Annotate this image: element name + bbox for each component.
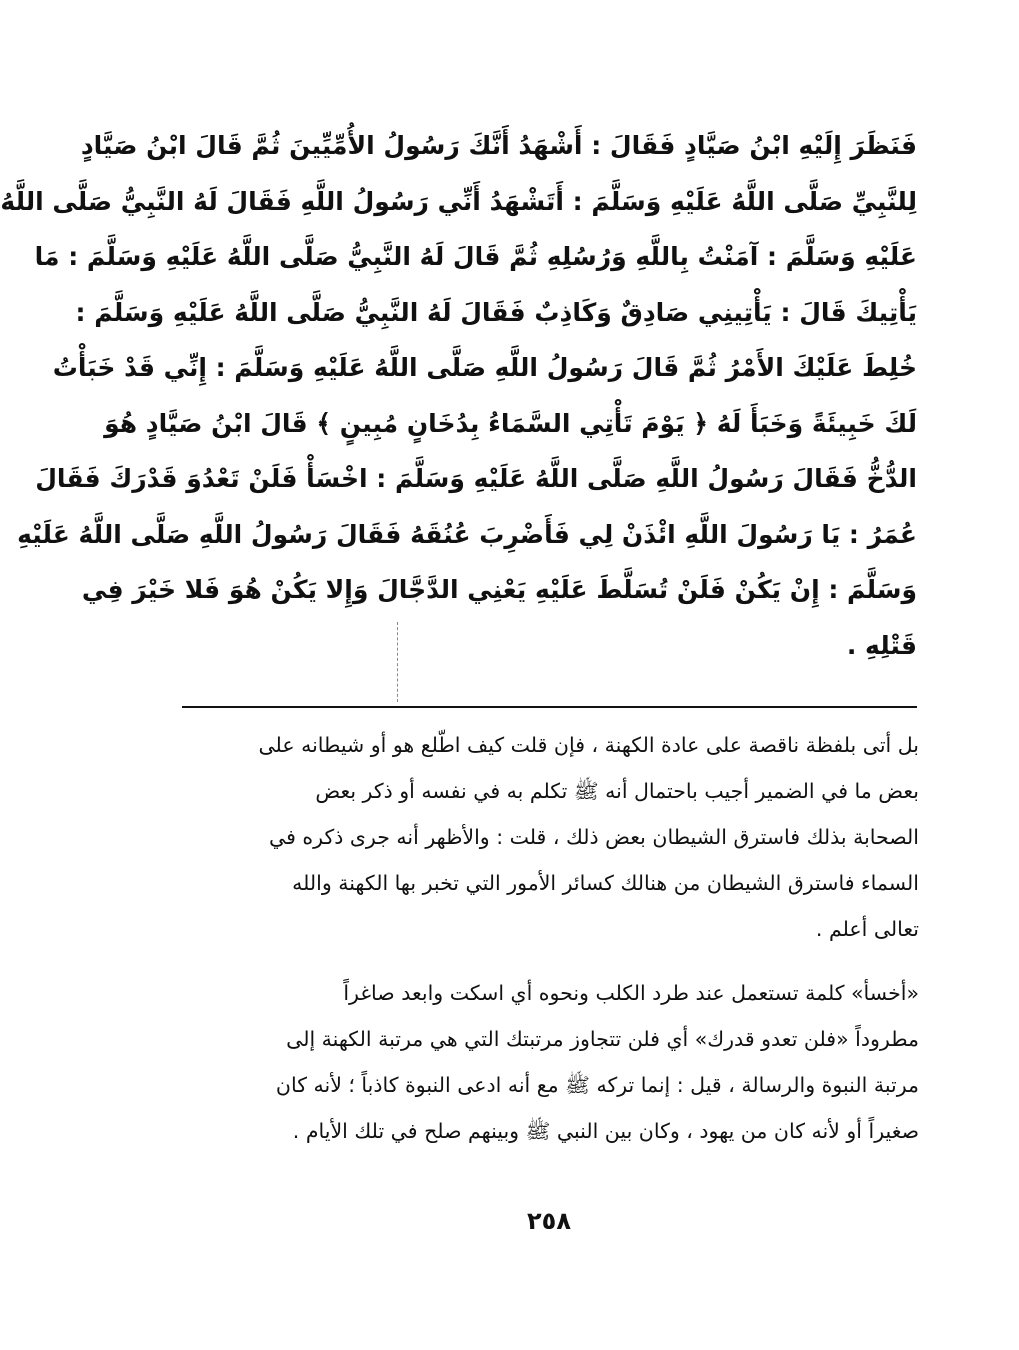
hadith-line: عُمَرُ : يَا رَسُولَ اللَّهِ ائْذَنْ لِي فَأَضْرِبَ عُنُقَهُ فَقَالَ رَسُولُ اللَّهِ صَلَّى اللَّهُ عَلَيْهِ [17, 519, 917, 549]
footnote-paragraph [179, 722, 919, 952]
footnote-line: مطروداً «فلن تعدو قدرك» أي فلن تتجاوز مرتبتك التي هي مرتبة الكهنة إلى [286, 1027, 919, 1051]
commentary-footnote [179, 722, 919, 1154]
hadith-line: لَكَ خَبِيئَةً وَخَبَأَ لَهُ ﴿ يَوْمَ تَأْتِي السَّمَاءُ بِدُخَانٍ مُبِينٍ ﴾ قَالَ ابْنُ صَيَّادٍ هُوَ [104, 408, 917, 438]
footnote-line: مرتبة النبوة والرسالة ، قيل : إنما تركه ﷺ مع أنه ادعى النبوة كاذباً ؛ لأنه كان [275, 1073, 919, 1097]
footnote-line: تعالى أعلم . [815, 917, 919, 941]
footnote-divider [182, 706, 917, 708]
footnote-line: السماء فاسترق الشيطان من هنالك كسائر الأمور التي تخبر بها الكهنة والله [292, 871, 919, 895]
hadith-line: لِلنَّبِيِّ صَلَّى اللَّهُ عَلَيْهِ وَسَلَّمَ : أَتَشْهَدُ أَنِّي رَسُولُ اللَّهِ فَقَالَ لَهُ النَّبِيُّ صَلَّى اللَّهُ [0, 186, 917, 216]
footnote-line: «أخسأ» كلمة تستعمل عند طرد الكلب ونحوه أي اسكت وابعد صاغراً [343, 981, 919, 1005]
hadith-line: الدُّخُّ فَقَالَ رَسُولُ اللَّهِ صَلَّى اللَّهُ عَلَيْهِ وَسَلَّمَ : اخْسَأْ فَلَنْ تَعْدُوَ قَدْرَكَ فَقَالَ [35, 464, 917, 493]
footnote-line: الصحابة بذلك فاسترق الشيطان بعض ذلك ، قلت : والأظهر أنه جرى ذكره في [269, 825, 919, 849]
footnote-paragraph [179, 970, 919, 1154]
footnote-line: بعض ما في الضمير أجيب باحتمال أنه ﷺ تكلم به في نفسه أو ذكر بعض [315, 779, 919, 803]
hadith-line: عَلَيْهِ وَسَلَّمَ : آمَنْتُ بِاللَّهِ وَرُسُلِهِ ثُمَّ قَالَ لَهُ النَّبِيُّ صَلَّى اللَّهُ عَلَيْهِ وَسَلَّمَ : مَا [34, 242, 917, 271]
hadith-line: خُلِطَ عَلَيْكَ الأَمْرُ ثُمَّ قَالَ رَسُولُ اللَّهِ صَلَّى اللَّهُ عَلَيْهِ وَسَلَّمَ : إِنِّي قَدْ خَبَأْتُ [52, 353, 917, 382]
page-number: ٢٥٨ [527, 1207, 571, 1235]
hadith-line: فَنَظَرَ إِلَيْهِ ابْنُ صَيَّادٍ فَقَالَ : أَشْهَدُ أَنَّكَ رَسُولُ الأُمِّيِّينَ ثُمَّ قَالَ ابْنُ صَيَّادٍ [80, 131, 917, 160]
hadith-line: وَسَلَّمَ : إِنْ يَكُنْ فَلَنْ تُسَلَّطَ عَلَيْهِ يَعْنِي الدَّجَّالَ وَإِلا يَكُنْ هُوَ فَلا خَيْرَ فِي [81, 575, 917, 604]
hadith-line: قَتْلِهِ . [846, 630, 917, 660]
gutter-mark [397, 622, 398, 702]
hadith-line: يَأْتِيكَ قَالَ : يَأْتِينِي صَادِقٌ وَكَاذِبٌ فَقَالَ لَهُ النَّبِيُّ صَلَّى اللَّهُ عَلَيْهِ وَسَلَّمَ : [75, 297, 917, 327]
footnote-line: بل أتى بلفظة ناقصة على عادة الكهنة ، فإن قلت كيف اطّلع هو أو شيطانه على [258, 733, 919, 757]
hadith-text [0, 118, 917, 673]
footnote-line: صغيراً أو لأنه كان من يهود ، وكان بين النبي ﷺ وبينهم صلح في تلك الأيام . [292, 1119, 919, 1143]
